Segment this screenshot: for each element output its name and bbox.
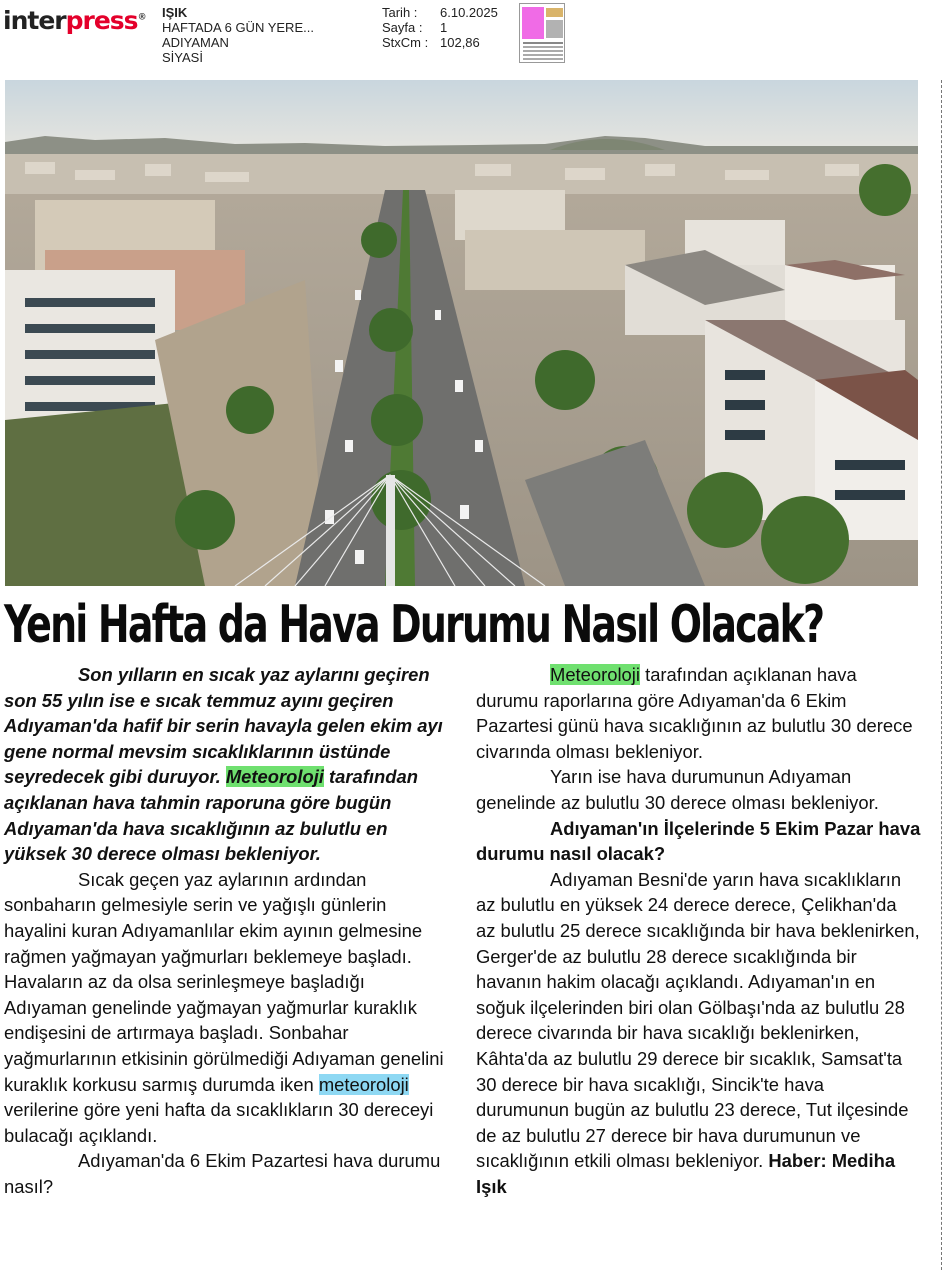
keyword-highlight: meteoroloji (318, 1073, 409, 1095)
stxcm-value: 102,86 (440, 35, 480, 50)
article-paragraph: Meteoroloji tarafından açıklanan hava durumu raporlarına göre Adıyaman'da 6 Ekim Pazartesi günü hava sıcaklığının az bulutlu 30 derece civarında olması bekleniyor. (476, 664, 913, 762)
article-byline: Haber: Mediha Işık (476, 1150, 896, 1197)
date-label: Tarih : (382, 5, 418, 20)
keyword-highlight: Meteoroloji (225, 766, 324, 788)
article-headline: Yeni Hafta da Hava Durumu Nasıl Olacak? (4, 595, 824, 655)
clip-category: SİYASİ (162, 50, 203, 65)
article-paragraph: Adıyaman'da 6 Ekim Pazartesi hava durumu nasıl? (4, 1150, 441, 1197)
stxcm-label: StxCm : (382, 35, 429, 50)
clip-headline: HAFTADA 6 GÜN YERE... (162, 20, 314, 35)
article-subheading: Adıyaman'ın İlçelerinde 5 Ekim Pazar hava durumu nasıl olacak? (476, 817, 921, 865)
article-paragraph: Adıyaman Besni'de yarın hava sıcaklıkların az bulutlu en yüksek 24 derece derece, Çelikhan'da az bulutlu 25 derece sıcaklığında bir hava beklenirken, Gerger'de az bulutlu 28 derece sıcaklığında bir havanın hakim olacağı açıklandı. Adıyaman'ın en soğuk ilçelerinden biri olan Gölbaşı'nda az bulutlu 28 derece civarında bir hava sıcaklığı beklenirken, Kâhta'da az bulutlu 29 derece bir sıcaklık, Samsat'ta 30 derece bir hava sıcaklığı, Sincik'te hava durumunun bugün az bulutlu 23 derece, Tut ilçesinde de az bulutlu 27 derece bir hava durumunun ve sıcaklığının etkili olması bekleniyor. Haber: Mediha Işık (476, 868, 920, 1197)
interpress-logo: interpress® (3, 6, 146, 35)
article-paragraph: Yarın ise hava durumunun Adıyaman genelinde az bulutlu 30 derece olması bekleniyor. (476, 766, 879, 813)
publication-name: IŞIK (162, 5, 188, 20)
page-edge-divider (941, 80, 943, 1270)
article-lead: Son yılların en sıcak yaz aylarını geçiren son 55 yılın ise e sıcak temmuz ayını geçiren Adıyaman'da hafif bir serin havayla gelen ekim ayı gene normal mevsim sıcaklıklarının üstünde seyredecek gibi duruyor. Meteoroloji tarafından açıklanan hava tahmin raporuna göre bugün Adıyaman'da hava sıcaklığının az bulutlu en yüksek 30 derece olması bekleniyor. (4, 664, 443, 865)
page-thumbnail[interactable] (519, 3, 565, 63)
article-paragraph: Sıcak geçen yaz aylarının ardından sonbaharın gelmesiyle serin ve yağışlı günlerin hayalini kuran Adıyamanlılar ekim ayının gelmesine rağmen yağmayan yağmurları beklemeye başladı. Havaların az da olsa serinleşmeye başladığı Adıyaman genelinde yağmayan yağmurlar kuraklık endişesini de artırmaya başladı. Sonbahar yağmurlarının etkisinin görülmediği Adıyaman genelini kuraklık korkusu sarmış durumda iken meteoroloji verilerine göre yeni hafta da sıcaklıkların 30 dereceyi bulacağı açıklandı. (4, 868, 444, 1146)
keyword-highlight: Meteoroloji (550, 664, 640, 685)
clip-meta (382, 5, 498, 50)
clip-info (162, 5, 314, 65)
article-column-left (4, 662, 444, 1199)
page-label: Sayfa : (382, 20, 423, 35)
clip-city: ADIYAMAN (162, 35, 229, 50)
article-column-right (476, 662, 921, 1199)
date-value: 6.10.2025 (440, 5, 498, 20)
article-photo (5, 80, 918, 586)
page-value: 1 (440, 20, 448, 35)
